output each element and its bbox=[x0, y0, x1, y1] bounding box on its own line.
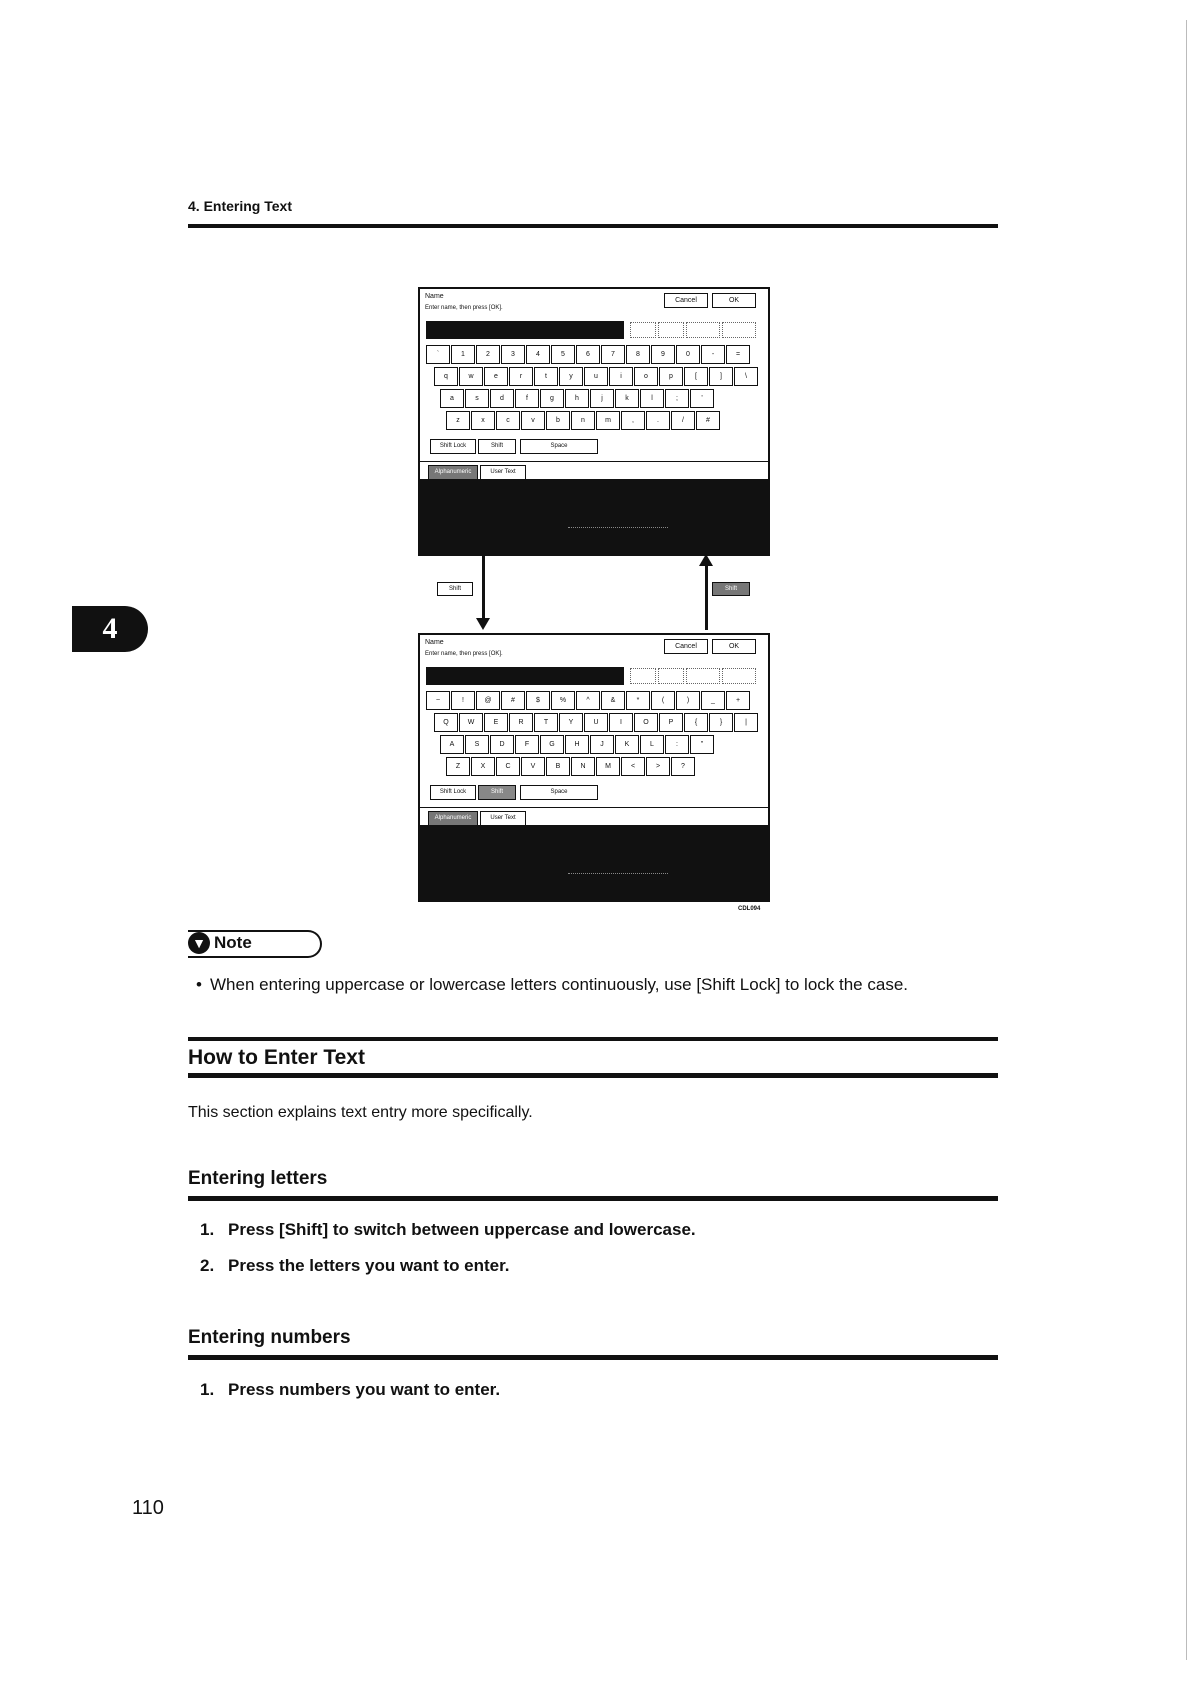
text-entry-field[interactable] bbox=[426, 667, 624, 685]
section-rule-top bbox=[188, 1037, 998, 1041]
keyboard-key[interactable]: T bbox=[534, 713, 558, 732]
arrow-up-icon bbox=[705, 564, 708, 630]
keyboard-key[interactable]: 5 bbox=[551, 345, 575, 364]
page-number: 110 bbox=[132, 1497, 164, 1519]
tab-alphanumeric[interactable]: Alphanumeric bbox=[428, 465, 478, 480]
keyboard-key[interactable]: Z bbox=[446, 757, 470, 776]
shift-lock-key[interactable]: Shift Lock bbox=[430, 785, 476, 800]
keyboard-key[interactable]: : bbox=[665, 735, 689, 754]
keyboard-key[interactable]: P bbox=[659, 713, 683, 732]
keyboard-key[interactable]: - bbox=[701, 345, 725, 364]
delete-button[interactable] bbox=[722, 322, 756, 338]
screen-prompt: Enter name, then press [OK]. bbox=[425, 305, 503, 311]
backspace-button[interactable] bbox=[686, 668, 720, 684]
keyboard-key[interactable]: Y bbox=[559, 713, 583, 732]
keyboard-key[interactable]: / bbox=[671, 411, 695, 430]
keyboard-key[interactable]: d bbox=[490, 389, 514, 408]
keyboard-key[interactable]: ~ bbox=[426, 691, 450, 710]
shift-lock-key[interactable]: Shift Lock bbox=[430, 439, 476, 454]
step-item bbox=[200, 1380, 500, 1400]
keyboard-key[interactable]: c bbox=[496, 411, 520, 430]
screen-title: Name bbox=[425, 293, 444, 300]
keyboard-key[interactable]: _ bbox=[701, 691, 725, 710]
step-item bbox=[200, 1256, 510, 1276]
keyboard-key[interactable]: 1 bbox=[451, 345, 475, 364]
screen-bottom-area bbox=[420, 479, 768, 554]
delete-button[interactable] bbox=[722, 668, 756, 684]
keyboard-key[interactable]: 2 bbox=[476, 345, 500, 364]
keyboard-key[interactable]: ' bbox=[690, 389, 714, 408]
cursor-left-button[interactable] bbox=[630, 322, 656, 338]
keyboard-key[interactable]: 8 bbox=[626, 345, 650, 364]
keyboard-key[interactable]: ! bbox=[451, 691, 475, 710]
keyboard-key[interactable]: [ bbox=[684, 367, 708, 386]
note-item bbox=[196, 975, 908, 995]
note-item-text: When entering uppercase or lowercase letters continuously, use [Shift Lock] to lock the case. bbox=[210, 975, 908, 994]
keyboard-key[interactable]: 4 bbox=[526, 345, 550, 364]
keyboard-key[interactable]: > bbox=[646, 757, 670, 776]
keyboard-key[interactable]: G bbox=[540, 735, 564, 754]
tab-bar bbox=[420, 461, 768, 480]
keyboard-key[interactable]: k bbox=[615, 389, 639, 408]
keyboard-key[interactable]: = bbox=[726, 345, 750, 364]
screen-lowercase bbox=[418, 287, 770, 556]
keyboard-key[interactable]: S bbox=[465, 735, 489, 754]
keyboard-key[interactable]: t bbox=[534, 367, 558, 386]
keyboard-key[interactable]: w bbox=[459, 367, 483, 386]
ok-button[interactable]: OK bbox=[712, 293, 756, 308]
keyboard-key[interactable]: ] bbox=[709, 367, 733, 386]
keyboard-key[interactable]: D bbox=[490, 735, 514, 754]
step-text: Press numbers you want to enter. bbox=[228, 1380, 501, 1399]
cursor-right-button[interactable] bbox=[658, 668, 684, 684]
keyboard-key[interactable]: X bbox=[471, 757, 495, 776]
keyboard-key[interactable]: ( bbox=[651, 691, 675, 710]
keyboard-key[interactable]: C bbox=[496, 757, 520, 776]
keyboard-key[interactable]: # bbox=[501, 691, 525, 710]
step-number: 1. bbox=[200, 1220, 215, 1239]
keyboard-key[interactable]: \ bbox=[734, 367, 758, 386]
keyboard-key[interactable]: v bbox=[521, 411, 545, 430]
keyboard-key[interactable]: R bbox=[509, 713, 533, 732]
keyboard-key[interactable]: K bbox=[615, 735, 639, 754]
cursor-right-button[interactable] bbox=[658, 322, 684, 338]
space-key[interactable]: Space bbox=[520, 785, 598, 800]
keyboard-key[interactable]: U bbox=[584, 713, 608, 732]
note-arrow-icon: ▼ bbox=[188, 932, 210, 954]
note-label bbox=[188, 930, 322, 958]
keyboard-key[interactable]: L bbox=[640, 735, 664, 754]
subsection-rule bbox=[188, 1355, 998, 1360]
tab-alphanumeric[interactable]: Alphanumeric bbox=[428, 811, 478, 826]
keyboard-key[interactable]: g bbox=[540, 389, 564, 408]
keyboard-key[interactable]: * bbox=[626, 691, 650, 710]
header-rule bbox=[188, 224, 998, 228]
keyboard-key[interactable]: ` bbox=[426, 345, 450, 364]
keyboard-key[interactable]: , bbox=[621, 411, 645, 430]
tab-user-text[interactable]: User Text bbox=[480, 811, 526, 826]
keyboard-key[interactable]: o bbox=[634, 367, 658, 386]
keyboard-key[interactable]: # bbox=[696, 411, 720, 430]
keyboard-key[interactable]: m bbox=[596, 411, 620, 430]
keyboard-key[interactable]: J bbox=[590, 735, 614, 754]
subsection-title-letters: Entering letters bbox=[188, 1168, 328, 1189]
keyboard-key[interactable]: 6 bbox=[576, 345, 600, 364]
note-title: Note bbox=[214, 933, 252, 952]
keyboard-key[interactable]: b bbox=[546, 411, 570, 430]
step-number: 2. bbox=[200, 1256, 215, 1275]
backspace-button[interactable] bbox=[686, 322, 720, 338]
keyboard-key[interactable]: s bbox=[465, 389, 489, 408]
keyboard-key[interactable]: & bbox=[601, 691, 625, 710]
keyboard-key[interactable]: E bbox=[484, 713, 508, 732]
keyboard-key[interactable]: j bbox=[590, 389, 614, 408]
keyboard-key[interactable]: a bbox=[440, 389, 464, 408]
keyboard-key[interactable]: z bbox=[446, 411, 470, 430]
keyboard-key[interactable]: @ bbox=[476, 691, 500, 710]
running-header: 4. Entering Text bbox=[188, 198, 292, 214]
keyboard-key[interactable]: F bbox=[515, 735, 539, 754]
screen-bottom-area bbox=[420, 825, 768, 900]
screen-prompt: Enter name, then press [OK]. bbox=[425, 651, 503, 657]
step-item bbox=[200, 1220, 696, 1240]
chapter-tab: 4 bbox=[72, 606, 148, 652]
keyboard-key[interactable]: A bbox=[440, 735, 464, 754]
keyboard-key[interactable]: h bbox=[565, 389, 589, 408]
keyboard-key[interactable]: i bbox=[609, 367, 633, 386]
bullet-icon: • bbox=[196, 975, 202, 994]
screen-title: Name bbox=[425, 639, 444, 646]
ok-button[interactable]: OK bbox=[712, 639, 756, 654]
keyboard-key[interactable]: e bbox=[484, 367, 508, 386]
keyboard-key[interactable]: } bbox=[709, 713, 733, 732]
keyboard-key[interactable]: B bbox=[546, 757, 570, 776]
keyboard-key[interactable]: 9 bbox=[651, 345, 675, 364]
keyboard-key[interactable]: W bbox=[459, 713, 483, 732]
shift-key[interactable]: Shift bbox=[478, 439, 516, 454]
step-number: 1. bbox=[200, 1380, 215, 1399]
keyboard-key[interactable]: y bbox=[559, 367, 583, 386]
keyboard-key[interactable]: < bbox=[621, 757, 645, 776]
keyboard-key[interactable]: % bbox=[551, 691, 575, 710]
keyboard-key[interactable]: 0 bbox=[676, 345, 700, 364]
keyboard-key[interactable]: H bbox=[565, 735, 589, 754]
keyboard-key[interactable]: 7 bbox=[601, 345, 625, 364]
keyboard-key[interactable]: V bbox=[521, 757, 545, 776]
section-intro: This section explains text entry more specifically. bbox=[188, 1104, 533, 1121]
keyboard-key[interactable]: r bbox=[509, 367, 533, 386]
keyboard-key[interactable]: ? bbox=[671, 757, 695, 776]
screen-uppercase bbox=[418, 633, 770, 902]
keyboard-key[interactable]: p bbox=[659, 367, 683, 386]
tab-user-text[interactable]: User Text bbox=[480, 465, 526, 480]
shift-key[interactable]: Shift bbox=[478, 785, 516, 800]
cursor-left-button[interactable] bbox=[630, 668, 656, 684]
keyboard-key[interactable]: M bbox=[596, 757, 620, 776]
shift-key-indicator: Shift bbox=[437, 582, 473, 596]
keyboard-key[interactable]: O bbox=[634, 713, 658, 732]
keyboard-key[interactable]: { bbox=[684, 713, 708, 732]
keyboard-key[interactable]: 3 bbox=[501, 345, 525, 364]
text-entry-field[interactable] bbox=[426, 321, 624, 339]
keyboard-key[interactable]: q bbox=[434, 367, 458, 386]
keyboard-key[interactable]: + bbox=[726, 691, 750, 710]
space-key[interactable]: Space bbox=[520, 439, 598, 454]
keyboard-key[interactable]: I bbox=[609, 713, 633, 732]
keyboard-key[interactable]: | bbox=[734, 713, 758, 732]
keyboard-key[interactable]: " bbox=[690, 735, 714, 754]
subsection-title-numbers: Entering numbers bbox=[188, 1327, 351, 1348]
cancel-button[interactable]: Cancel bbox=[664, 293, 708, 308]
keyboard-key[interactable]: ^ bbox=[576, 691, 600, 710]
keyboard-key[interactable]: ; bbox=[665, 389, 689, 408]
shift-key-active-indicator: Shift bbox=[712, 582, 750, 596]
keyboard-key[interactable]: l bbox=[640, 389, 664, 408]
keyboard-key[interactable]: N bbox=[571, 757, 595, 776]
cancel-button[interactable]: Cancel bbox=[664, 639, 708, 654]
keyboard-key[interactable]: Q bbox=[434, 713, 458, 732]
keyboard-key[interactable]: $ bbox=[526, 691, 550, 710]
margin-line bbox=[1186, 20, 1187, 1660]
keyboard-key[interactable]: f bbox=[515, 389, 539, 408]
tab-bar bbox=[420, 807, 768, 826]
keyboard-key[interactable]: x bbox=[471, 411, 495, 430]
figure-code: CDL094 bbox=[738, 906, 761, 912]
keyboard-key[interactable]: ) bbox=[676, 691, 700, 710]
keyboard-key[interactable]: u bbox=[584, 367, 608, 386]
subsection-rule bbox=[188, 1196, 998, 1201]
section-rule-bottom bbox=[188, 1073, 998, 1078]
section-title: How to Enter Text bbox=[188, 1046, 365, 1069]
arrow-down-icon bbox=[482, 554, 485, 620]
keyboard-key[interactable]: . bbox=[646, 411, 670, 430]
keyboard-key[interactable]: n bbox=[571, 411, 595, 430]
step-text: Press the letters you want to enter. bbox=[228, 1256, 510, 1275]
step-text: Press [Shift] to switch between uppercase and lowercase. bbox=[228, 1220, 696, 1239]
